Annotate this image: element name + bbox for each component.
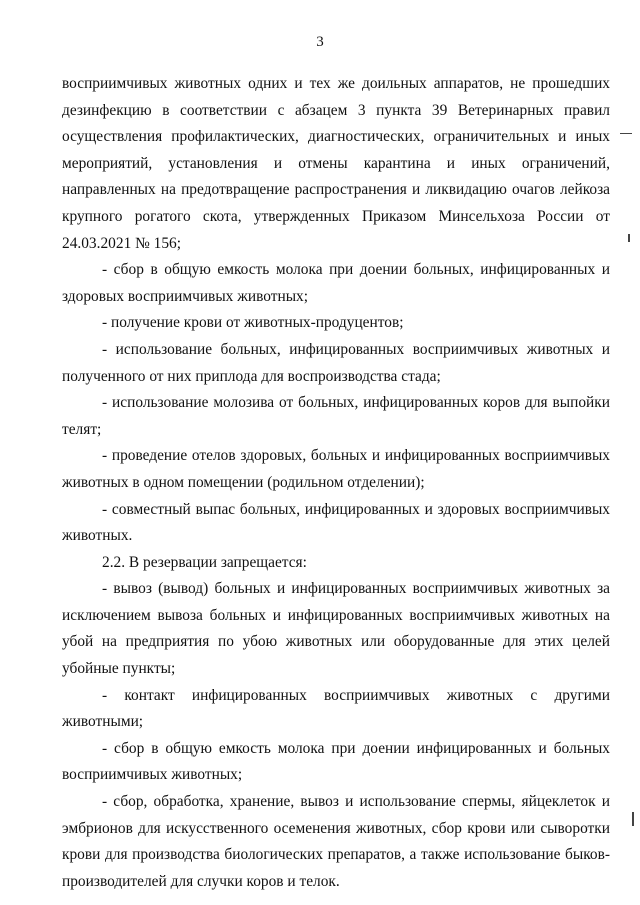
list-item-export: - вывоз (вывод) больных и инфицированных восприимчивых животных за исключением вывоза больных и инфицированных восприимчивых животных на убой на предприятия по убою животных или оборудованные для этих целей убойные пункты; <box>62 580 610 678</box>
list-item-milk-collection-infected: - сбор в общую емкость молока при доении инфицированных и больных восприимчивых животных; <box>62 739 610 784</box>
list-item-breeding-use: - использование больных, инфицированных восприимчивых животных и полученного от них приплода для воспроизводства стада; <box>62 340 610 385</box>
document-body <box>62 71 610 895</box>
scan-mark-bottom <box>632 812 634 826</box>
list-item-colostrum-use: - использование молозива от больных, инфицированных коров для выпойки телят; <box>62 394 610 438</box>
scan-mark-mid <box>628 234 630 242</box>
list-item-milk-collection: - сбор в общую емкость молока при доении больных, инфицированных и здоровых восприимчивых животных; <box>62 261 610 305</box>
section-heading-2-2: 2.2. В резервации запрещается: <box>102 553 307 571</box>
page-number: 3 <box>316 34 324 50</box>
list-item-contact: - контакт инфицированных восприимчивых животных с другими животными; <box>62 686 610 731</box>
paragraph-continuation: восприимчивых животных одних и тех же доильных аппаратов, не прошедших дезинфекцию в соответствии с абзацем 3 пункта 39 Ветеринарных правил осуществления профилактических, диагностических, ограничительных и иных мероприятий, установления и отмены карантина и иных ограничений, направленных на предотвращение распространения и ликвидацию очагов лейкоза крупного рогатого скота, утвержденных Приказом Минсельхоза России от 24.03.2021 № 156; <box>62 75 610 252</box>
list-item-calving: - проведение отелов здоровых, больных и инфицированных восприимчивых животных в одном помещении (родильном отделении); <box>62 447 610 491</box>
scan-mark-top <box>620 133 632 134</box>
list-item-reproduction-materials: - сбор, обработка, хранение, вывоз и использование спермы, яйцеклеток и эмбрионов для искусственного осеменения животных, сбор крови или сыворотки крови для производства биологических препаратов, а также использование быков-производителей для случки коров и телок. <box>62 793 610 890</box>
list-item-blood-collection: - получение крови от животных-продуцентов; <box>102 314 404 332</box>
list-item-grazing: - совместный выпас больных, инфицированных и здоровых восприимчивых животных. <box>62 500 610 545</box>
